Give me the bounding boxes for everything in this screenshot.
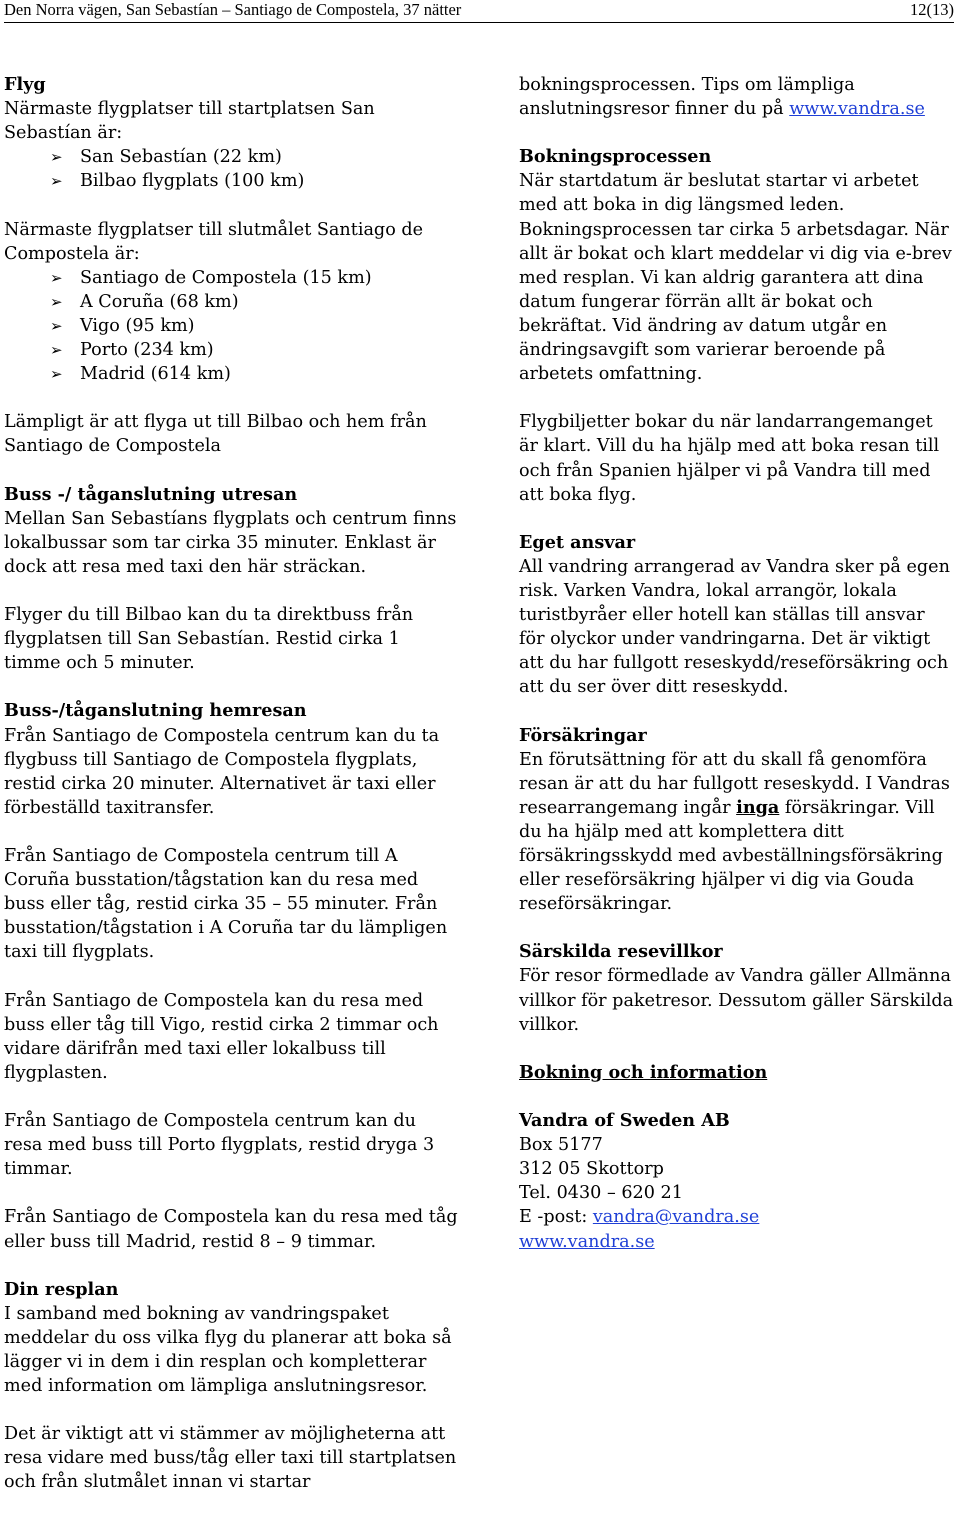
list-item: ➢ Bilbao flygplats (100 km) [4,169,459,193]
booking-heading: Bokningsprocessen [519,146,712,168]
arrowhead-bullet-icon: ➢ [50,268,63,287]
left-column [4,73,459,1495]
list-item: ➢ Madrid (614 km) [4,362,459,386]
arrowhead-bullet-icon: ➢ [50,172,63,191]
insurance-paragraph: En förutsättning för att du skall få genomföra resan är att du har fullgott reseskydd. I Vandras researrangemang ingår inga försäkringar. Vill du ha hjälp med att komplettera ditt försäkringsskydd med avbeställningsförsäkring eller reseförsäkring hjälper vi dig via Gouda reseförsäkringar. [519,749,950,915]
arrowhead-bullet-icon: ➢ [50,316,63,335]
outbound-paragraph-1: Mellan San Sebastíans flygplats och centrum finns lokalbussar som tar cirka 35 minuter. Enklast är dock att resa med taxi den här sträckan. [4,508,457,577]
end-airports-intro: Närmaste flygplatser till slutmålet Santiago de Compostela är: [4,219,424,264]
homebound-heading: Buss-/tåganslutning hemresan [4,700,307,722]
itinerary-heading: Din resplan [4,1278,119,1300]
itinerary-paragraph-2: Det är viktigt att vi stämmer av möjligheterna att resa vidare med buss/tåg eller taxi till startplatsen och från slutmålet innan vi startar [4,1424,457,1493]
homebound-paragraph-3: Från Santiago de Compostela kan du resa med buss eller tåg till Vigo, restid cirka 2 timmar och vidare därifrån med taxi eller lokalbuss till flygplasten. [4,990,439,1083]
arrowhead-bullet-icon: ➢ [50,292,63,311]
homebound-paragraph-1: Från Santiago de Compostela centrum kan du ta flygbuss till Santiago de Compostela flygplats, restid cirka 20 minuter. Alternativet är taxi eller förbeställd taxitransfer. [4,725,440,818]
continued-paragraph: bokningsprocessen. Tips om lämpliga anslutningsresor finner du på www.vandra.se [519,75,925,120]
email-link[interactable]: vandra@vandra.se [592,1207,760,1228]
homebound-paragraph-2: Från Santiago de Compostela centrum till A Coruña busstation/tågstation kan du resa med buss eller tåg, restid cirka 35 – 55 minuter. Från busstation/tågstation i A Coruña tar du lämpligen taxi till flygplats. [4,846,448,963]
route-suggestion: Lämpligt är att flyga ut till Bilbao och hem från Santiago de Compostela [4,412,427,457]
website-line [519,1230,955,1254]
address-line-1: Box 5177 [519,1135,603,1156]
document-title: Den Norra vägen, San Sebastían – Santiago de Compostela, 37 nätter [4,0,462,19]
homebound-paragraph-4: Från Santiago de Compostela centrum kan du resa med buss till Porto flygplats, restid dryga 3 timmar. [4,1111,435,1180]
insurance-heading: Försäkringar [519,724,647,746]
list-item: ➢ A Coruña (68 km) [4,290,459,314]
itinerary-paragraph-1: I samband med bokning av vandringspaket meddelar du oss vilka flyg du planerar att boka så lägger vi in dem i din resplan och kompletterar med information om lämpliga anslutningsresor. [4,1303,452,1397]
arrowhead-bullet-icon: ➢ [50,341,63,360]
list-item: ➢ Vigo (95 km) [4,314,459,338]
insurance-emphasis: inga [736,796,780,818]
arrowhead-bullet-icon: ➢ [50,365,63,384]
right-column [519,73,955,1254]
phone-number: Tel. 0430 – 620 21 [519,1183,683,1204]
booking-paragraph-2: Flygbiljetter bokar du när landarrangemanget är klart. Vill du ha hjälp med att boka resan till och från Spanien hjälper vi på Vandra till med att boka flyg. [519,412,940,505]
arrowhead-bullet-icon: ➢ [50,148,63,167]
list-item: ➢ Santiago de Compostela (15 km) [4,266,459,290]
website-link[interactable]: www.vandra.se [519,1231,655,1252]
vandra-website-link[interactable]: www.vandra.se [789,99,925,120]
page-number: 12(13) [910,0,954,19]
own-responsibility-paragraph: All vandring arrangerad av Vandra sker på egen risk. Varken Vandra, lokal arrangör, lokala turistbyråer eller hotell kan ställas till ansvar för olyckor under vandringarna. Det är viktigt att du har fullgott reseskydd/reseförsäkring och att du ser över ditt reseskydd. [519,556,950,698]
company-name: Vandra of Sweden AB [519,1110,730,1132]
special-terms-heading: Särskilda resevillkor [519,941,723,963]
own-responsibility-heading: Eget ansvar [519,531,636,553]
list-item: ➢ Porto (234 km) [4,338,459,362]
flyg-heading: Flyg [4,74,46,95]
email-line: E -post: vandra@vandra.se [519,1207,760,1228]
homebound-paragraph-5: Från Santiago de Compostela kan du resa med tåg eller buss till Madrid, restid 8 – 9 timmar. [4,1207,458,1252]
booking-info-heading: Bokning och information [519,1061,768,1083]
special-terms-paragraph: För resor förmedlade av Vandra gäller Allmänna villkor för paketresor. Dessutom gäller Särskilda villkor. [519,966,954,1035]
list-item: ➢ San Sebastían (22 km) [4,145,459,169]
address-line-2: 312 05 Skottorp [519,1159,664,1180]
start-airports-list [4,145,459,193]
page-header [4,0,954,23]
outbound-heading: Buss -/ tåganslutning utresan [4,483,298,505]
end-airports-list [4,266,459,386]
booking-paragraph-1: När startdatum är beslutat startar vi arbetet med att boka in dig längsmed leden. Bokningsprocessen tar cirka 5 arbetsdagar. När allt är bokat och klart meddelar vi dig via e-brev med resplan. Vi kan aldrig garantera att dina datum fungerar förrän allt är bokat och bekräftat. Vid ändring av datum utgår en ändringsavgift som varierar beroende på arbetets omfattning. [519,171,952,385]
outbound-paragraph-2: Flyger du till Bilbao kan du ta direktbuss från flygplatsen till San Sebastían. Restid cirka 1 timme och 5 minuter. [4,605,414,674]
start-airports-intro: Närmaste flygplatser till startplatsen San Sebastían är: [4,99,375,144]
